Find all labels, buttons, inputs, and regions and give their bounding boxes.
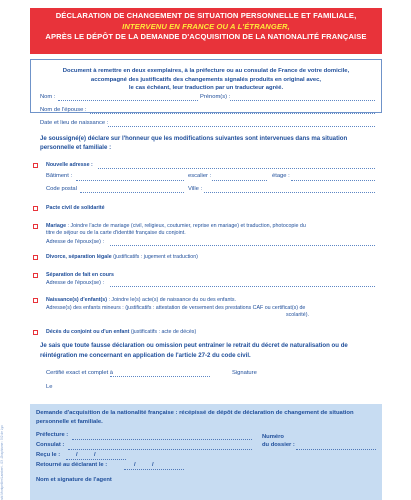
prenoms-field[interactable] xyxy=(230,100,375,101)
label-adresse-epoux-2: Adresse de l'époux(se) : xyxy=(46,280,104,286)
mariage-text-1: : Joindre l'acte de mariage (civil, religieux, coutumier, reprise en mariage) et traduction, photocopie du xyxy=(66,223,306,229)
receipt-heading-line-1: Demande d'acquisition de la nationalité française : récépissé de dépôt de déclaration de changement de situation xyxy=(36,410,354,416)
label-signature: Signature xyxy=(232,370,257,376)
adresse-enfants-line-1: Adresse(s) des enfants mineurs : (justificatifs : attestation de versement des prestations CAF ou certificat(s) de xyxy=(46,305,306,311)
receipt-section xyxy=(30,404,382,500)
label-deces: Décès du conjoint ou d'un enfant xyxy=(46,329,130,335)
batiment-field[interactable] xyxy=(76,180,184,181)
notice-line-2: accompagné des justificatifs des changements signalés produits en original avec, xyxy=(90,76,322,83)
receipt-heading xyxy=(36,409,376,426)
label-batiment: Bâtiment : xyxy=(46,173,73,179)
checkbox-separation[interactable] xyxy=(33,273,38,278)
certifie-lieu-field[interactable] xyxy=(110,376,210,377)
label-numero: Numéro xyxy=(262,434,284,440)
label-consulat: Consulat : xyxy=(36,442,65,448)
adresse-enfants-line-2: scolarité). xyxy=(286,312,309,319)
label-du-dossier: du dossier : xyxy=(262,442,295,448)
checkbox-mariage[interactable] xyxy=(33,224,38,229)
divorce-justificatifs: (justificatifs : jugement et traduction) xyxy=(111,254,198,260)
warning-line-1: Je sais que toute fausse déclaration ou omission peut entraîner le retrait du décret de naturalisation ou de xyxy=(40,342,348,349)
label-naissance: Naissance(s) d'enfant(s) xyxy=(46,297,108,303)
mariage-text-2: titre de séjour ou de la carte d'identité française du conjoint. xyxy=(46,230,186,237)
checkbox-deces[interactable] xyxy=(33,330,38,335)
deces-text xyxy=(46,329,196,336)
declaration-intro xyxy=(40,134,385,152)
consulat-field[interactable] xyxy=(68,449,252,450)
adresse-epoux-field-1[interactable] xyxy=(110,245,375,246)
notice-line-1: Document à remettre en deux exemplaires, à la préfecture ou au consulat de France de votre domicile, xyxy=(62,68,350,74)
checkbox-divorce[interactable] xyxy=(33,255,38,260)
adresse-enfants-text xyxy=(46,305,386,319)
label-mariage: Mariage xyxy=(46,223,67,229)
warning-line-2: réintégration me concernant en application de l'article 27-2 du code civil. xyxy=(40,351,251,359)
declaration-intro-line-1: Je soussigné(e) déclare sur l'honneur que les modifications suivantes sont intervenues dans ma situation xyxy=(40,135,348,142)
prefecture-field[interactable] xyxy=(72,439,252,440)
escalier-field[interactable] xyxy=(212,180,267,181)
recu-le-field[interactable] xyxy=(66,459,126,460)
label-prenoms: Prénom(s) : xyxy=(200,94,231,100)
label-ville: Ville : xyxy=(188,186,203,192)
etage-field[interactable] xyxy=(291,180,375,181)
nouvelle-adresse-field[interactable] xyxy=(98,168,375,169)
mariage-text xyxy=(46,223,386,237)
label-separation: Séparation de fait en cours xyxy=(46,272,114,278)
label-etage: étage : xyxy=(272,173,290,179)
notice-line-3: le cas échéant, leur traduction par un traducteur agréé. xyxy=(128,85,284,92)
label-certifie: Certifié exact et complet à xyxy=(46,370,114,376)
retourne-slash-1: / xyxy=(134,462,136,468)
label-divorce: Divorce, séparation légale xyxy=(46,254,112,260)
instructions-notice xyxy=(30,59,382,113)
label-escalier: escalier : xyxy=(188,173,212,179)
label-prefecture: Préfecture : xyxy=(36,432,69,438)
checkbox-naissance[interactable] xyxy=(33,298,38,303)
title-line-2: INTERVENU EN FRANCE OU A L'ÉTRANGER, xyxy=(122,21,290,31)
declaration-intro-line-2: personnelle et familiale : xyxy=(40,144,112,151)
nom-field[interactable] xyxy=(58,100,198,101)
code-postal-field[interactable] xyxy=(80,192,184,193)
title-line-3: APRÈS LE DÉPÔT DE LA DEMANDE D'ACQUISITION DE LA NATIONALITÉ FRANÇAISE xyxy=(45,32,367,41)
label-nouvelle-adresse: Nouvelle adresse : xyxy=(46,162,93,168)
recu-slash-1: / xyxy=(76,452,78,458)
checkbox-pacs[interactable] xyxy=(33,206,38,211)
label-nom-epouse: Nom de l'épouse : xyxy=(40,107,87,113)
false-declaration-warning xyxy=(40,341,385,360)
divorce-text xyxy=(46,254,198,261)
nom-epouse-field[interactable] xyxy=(90,113,375,114)
receipt-heading-line-2: personnelle et familiale. xyxy=(36,418,103,425)
printer-code: n/d Montpellier/Lambert - 03 -Graphisme : 5/2 de Lyo xyxy=(0,425,4,500)
date-lieu-naissance-field[interactable] xyxy=(108,126,375,127)
checkbox-nouvelle-adresse[interactable] xyxy=(33,163,38,168)
numero-dossier-field[interactable] xyxy=(296,449,376,450)
ville-field[interactable] xyxy=(204,192,375,193)
recu-slash-2: / xyxy=(94,452,96,458)
label-pacs: Pacte civil de solidarité xyxy=(46,205,105,211)
adresse-epoux-field-2[interactable] xyxy=(110,286,375,287)
retourne-slash-2: / xyxy=(152,462,154,468)
naissance-text xyxy=(46,297,236,304)
naissance-justificatifs: : Joindre le(s) acte(s) de naissance du ou des enfants. xyxy=(107,297,236,303)
label-code-postal: Code postal xyxy=(46,186,77,192)
retourne-le-field[interactable] xyxy=(124,469,184,470)
label-le: Le xyxy=(46,384,53,390)
deces-justificatifs: (justificatifs : acte de décès) xyxy=(129,329,197,335)
label-adresse-epoux-1: Adresse de l'époux(se) : xyxy=(46,239,104,245)
label-date-lieu-naissance: Date et lieu de naissance : xyxy=(40,120,109,126)
title-line-1: DÉCLARATION DE CHANGEMENT DE SITUATION PERSONNELLE ET FAMILIALE, xyxy=(55,11,357,20)
label-nom-signature-agent: Nom et signature de l'agent xyxy=(36,477,112,483)
label-nom: Nom : xyxy=(40,94,56,100)
label-recu-le: Reçu le : xyxy=(36,452,61,458)
label-retourne: Retourné au déclarant le : xyxy=(36,462,108,468)
form-title-banner xyxy=(30,8,382,54)
